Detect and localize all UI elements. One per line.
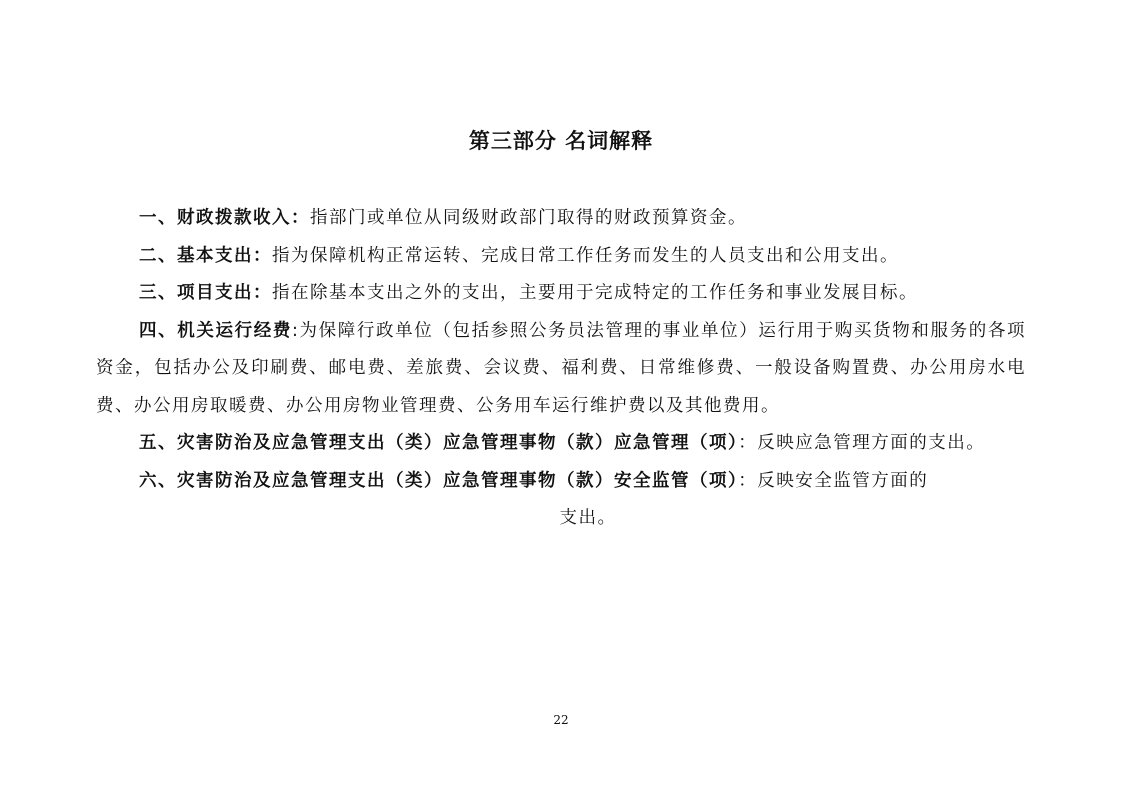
term-definition: 指部门或单位从同级财政部门取得的财政预算资金。: [310, 208, 747, 228]
term-label: 五、灾害防治及应急管理支出（类）应急管理事物（款）应急管理（项）: [139, 433, 739, 453]
paragraph-6: [96, 463, 1026, 501]
paragraph-4: [96, 313, 1026, 426]
paragraph-1: [96, 200, 1026, 238]
term-label: 一、财政拨款收入：: [139, 208, 310, 228]
term-label: 三、项目支出：: [139, 283, 272, 303]
term-label: 二、基本支出：: [139, 245, 272, 266]
term-definition: :为保障行政单位（包括参照公务员法管理的事业单位）运行用于购买货物和服务的各项资金，包括办公及印刷费、邮电费、差旅费、会议费、福利费、日常维修费、一般设备购置费、办公用房水电费、办公用房取暖费、办公用房物业管理费、公务用车运行维护费以及其他费用。: [96, 320, 1026, 416]
paragraph-6-tail: 支出。: [559, 508, 617, 528]
paragraph-2: [96, 238, 1026, 276]
page-number: 22: [553, 713, 569, 727]
term-definition: 指为保障机构正常运转、完成日常工作任务而发生的人员支出和公用支出。: [272, 245, 899, 266]
term-definition: ：反映安全监管方面的: [738, 470, 929, 491]
term-definition: 指在除基本支出之外的支出，主要用于完成特定的工作任务和事业发展目标。: [272, 283, 918, 303]
paragraph-5: [96, 425, 1026, 463]
page-title: 第三部分 名词解释: [468, 129, 654, 153]
paragraph-3: [96, 275, 1026, 313]
term-label: 六、灾害防治及应急管理支出（类）应急管理事物（款）安全监管（项）: [139, 470, 739, 491]
term-definition: ：反映应急管理方面的支出。: [738, 433, 986, 453]
term-label: 四、机关运行经费: [139, 320, 292, 341]
document-body: [96, 200, 1026, 538]
